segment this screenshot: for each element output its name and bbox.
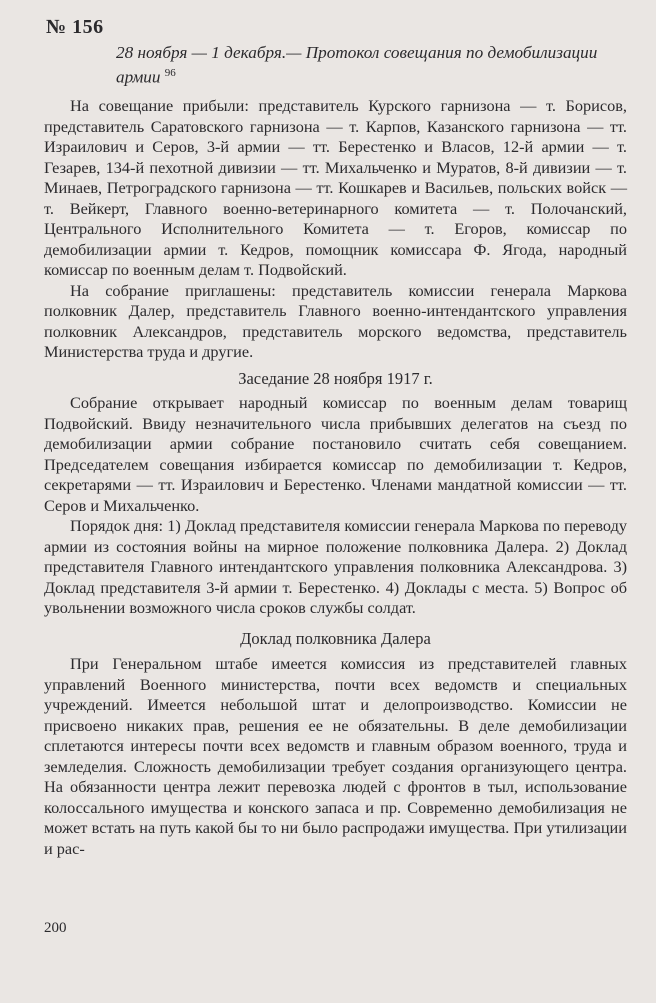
section-heading-session: Заседание 28 ноября 1917 г. — [238, 368, 433, 388]
document-number: № 156 — [46, 16, 104, 38]
section-heading-report: Доклад полковника Далера — [240, 628, 431, 648]
paragraph-invited: На собрание приглашены: представитель комиссии генерала Маркова полковник Далер, представитель Главного военно-интендантского управления полковник Александров, представитель морского ведомства, представитель Министерства труда и другие. — [44, 280, 627, 361]
paragraph-opening: Собрание открывает народный комиссар по военным делам товарищ Подвойский. Ввиду незначительного числа прибывших делегатов на съезд по демобилизации армии собрание постановило считать себя совещанием. Председателем совещания избирается комиссар по демобилизации т. Кедров, секретарями — тт. Израилович и Берестенко. Членами мандатной комиссии — тт. Серов и Михальченко. — [44, 393, 627, 515]
document-title-text: 28 ноября — 1 декабря.— Протокол совещания по демобилизации армии — [116, 43, 598, 87]
paragraph-agenda: Порядок дня: 1) Доклад представителя комиссии генерала Маркова по переводу армии из состояния войны на мирное положение полковника Далера. 2) Доклад представителя Главного интендантского управления полковника Александрова. 3) Доклад представителя 3-й армии т. Берестенко. 4) Доклады с места. 5) Вопрос об увольнении возможного числа сроков службы солдат. — [44, 516, 627, 617]
paragraph-attendees: На совещание прибыли: представитель Курского гарнизона — т. Борисов, представитель Саратовского гарнизона — т. Карпов, Казанского гарнизона — тт. Израилович и Серов, 3-й армии — тт. Берестенко и Власов, 12-й армии — т. Гезарев, 134-й пехотной дивизии — тт. Михальченко и Муратов, 8-й дивизии — т. Минаев, Петроградского гарнизона — тт. Кошкарев и Васильев, польских войск — т. Вейкерт, Главного военно-ветеринарного комитета — т. Полочанский, Центрального Исполнительного Комитета — т. Егоров, комиссар по демобилизации армии т. Кедров, помощник комиссара Ф. Ягода, народный комиссар по военным делам т. Подвойский. — [44, 96, 627, 279]
document-title — [116, 42, 626, 88]
document-body — [44, 96, 627, 859]
footnote-reference: 96 — [164, 67, 176, 79]
page-number: 200 — [44, 920, 67, 936]
paragraph-report: При Генеральном штабе имеется комиссия из представителей главных управлений Военного министерства, почти всех ведомств и специальных учреждений. Имеется небольшой штат и делопроизводство. Комиссии не присвоено никаких прав, решения ее не обязательны. В деле демобилизации сплетаются интересы почти всех ведомств и главным образом военного, труда и земледелия. Сложность демобилизации требует создания организующего центра. На обязанности центра лежит перевозка людей с фронтов в тыл, использование колоссального имущества и конского запаса и пр. Современно демобилизация не может встать на путь какой бы то ни было распродажи имущества. При утилизации и рас- — [44, 654, 627, 858]
